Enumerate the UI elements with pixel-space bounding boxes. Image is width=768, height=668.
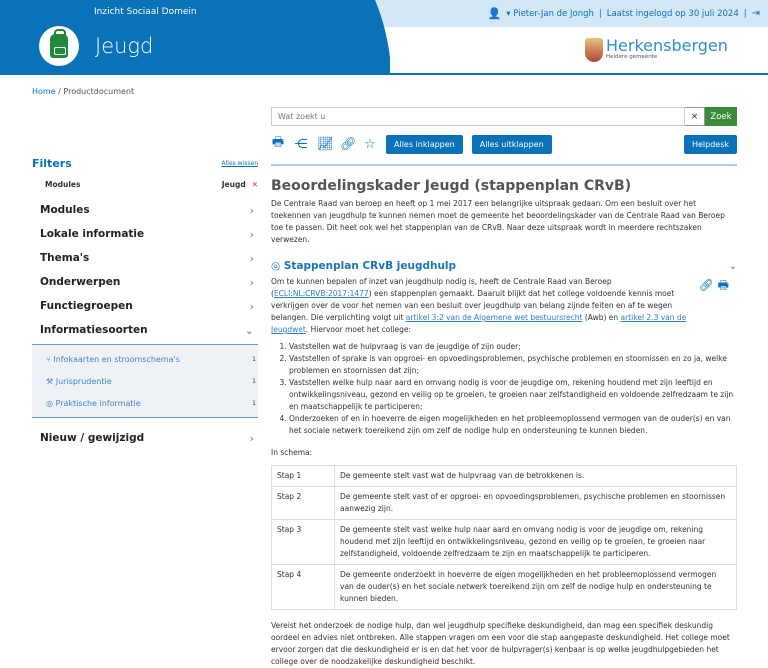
filter-category-modules[interactable] bbox=[32, 198, 258, 222]
category-label: Nieuw / gewijzigd bbox=[40, 432, 145, 444]
ecli-link[interactable]: ECLI:NL:CRVB:2017:1477 bbox=[273, 289, 369, 298]
divider bbox=[271, 164, 737, 166]
target-icon: ◎ bbox=[271, 260, 281, 272]
text: Om te kunnen bepalen of inzet van jeugdhulp nodig is, heeft de Centrale Raad van Beroep ( bbox=[271, 277, 612, 298]
expand-all-button[interactable]: Alles uitklappen bbox=[472, 135, 552, 154]
description-cell: De gemeente stelt vast wat de hulpvraag van de betrokkenen is. bbox=[335, 466, 737, 487]
user-name: Pieter-Jan de Jongh bbox=[513, 8, 594, 19]
outro-text: Vereist het onderzoek de nodige hulp, dan wel jeugdhulp specifieke deskundigheid, dan mag een specifiek deskundig oordeel en advies niet ontbreken. Alle stappen vragen om een voor die stap aangepaste deskundigheid. Het college moet ervoor zorgen dat die deskundigheid er is en dat het voor de hulpvrager(s) kenbaar is op welke jeugdhulpgebieden het college over de noodzakelijke deskundigheid beschikt. bbox=[271, 621, 730, 666]
section-actions bbox=[699, 276, 729, 297]
section-paragraph bbox=[271, 276, 737, 336]
backpack-icon bbox=[39, 26, 79, 66]
user-settings-icon[interactable]: 👤 bbox=[487, 7, 502, 20]
filter-category-nieuw-gewijzigd[interactable] bbox=[32, 426, 258, 450]
description-cell: De gemeente stelt vast welke hulp naar aard en omvang nodig is voor de jeugdige om, rekening houdend met zijn leeftijd en ontwikkelingsniveau, gezond en veilig op te groeien, te groeien naar zelfstandigheid, voldoende zelfredzaam te zijn en maatschappelijk te participeren. bbox=[335, 520, 737, 565]
star-icon[interactable]: ☆ bbox=[364, 136, 376, 152]
flowchart-icon: ⑂ bbox=[46, 354, 51, 364]
filter-sidebar bbox=[32, 157, 258, 450]
chevron-down-icon: ⌄ bbox=[244, 323, 254, 337]
category-label: Modules bbox=[40, 204, 90, 216]
filters-title: Filters bbox=[32, 157, 72, 170]
description-cell: De gemeente onderzoekt in hoeverre de eigen mogelijkheden en het probleemoplossend vermogen van de ouder(s) en het sociale netwerk toereikend zijn om zelf de nodige hulp en ondersteuning te kunnen bieden. bbox=[335, 565, 737, 610]
chart-icon[interactable]: 📈︎ bbox=[317, 136, 334, 152]
option-count: 1 bbox=[252, 355, 256, 363]
step-cell: Stap 3 bbox=[272, 520, 335, 565]
option-label: Jurisprudentie bbox=[55, 376, 112, 386]
awb-link[interactable]: artikel 3:2 van de Algemene wet bestuursrecht bbox=[405, 313, 583, 322]
table-row bbox=[272, 466, 737, 487]
search-button[interactable]: Zoek bbox=[705, 107, 737, 126]
informatiesoorten-options bbox=[32, 344, 258, 418]
chevron-down-icon[interactable]: ⌄ bbox=[728, 260, 737, 272]
active-filter bbox=[45, 180, 258, 189]
separator: | bbox=[598, 8, 602, 19]
steps-table bbox=[271, 465, 737, 610]
helpdesk-button[interactable]: Helpdesk bbox=[684, 135, 737, 154]
chevron-right-icon: › bbox=[249, 203, 254, 217]
last-login: Laatst ingelogd op 30 juli 2024 bbox=[606, 8, 739, 19]
toolbar bbox=[271, 133, 737, 155]
step-cell: Stap 1 bbox=[272, 466, 335, 487]
chevron-right-icon: › bbox=[249, 431, 254, 445]
main-content bbox=[271, 107, 737, 668]
text: ) een stappenplan gemaakt. Daaruit blijkt dat het college voldoende kennis moet verkrijgen over de voor het nemen van een besluit over jeugdhulp van belang zijnde feiten en af te wegen belangen. Die verplichting volgt uit bbox=[271, 289, 675, 322]
step-cell: Stap 2 bbox=[272, 487, 335, 520]
document-title: Beoordelingskader Jeugd (stappenplan CRvB) bbox=[271, 178, 632, 194]
separator: | bbox=[743, 8, 747, 19]
description-cell: De gemeente stelt vast of er opgroei- en opvoedingsproblemen, psychische problemen en stoornissen aanwezig zijn. bbox=[335, 487, 737, 520]
section-header[interactable] bbox=[271, 260, 737, 272]
category-label: Onderwerpen bbox=[40, 276, 121, 288]
section-body bbox=[271, 276, 737, 668]
header bbox=[0, 0, 768, 75]
list-item: 3. Vaststellen welke hulp naar aard en omvang nodig is voor de jeugdige om, rekening houdend met zijn leeftijd en ontwikkelingsniveau, gezond en veilig op te groeien, te groeien naar zelfstandigheid en voldoende zelfredzaam te zijn en maatschappelijk te participeren; bbox=[289, 377, 737, 413]
breadcrumb-home[interactable]: Home bbox=[32, 87, 56, 96]
header-divider bbox=[0, 73, 768, 75]
chevron-right-icon: › bbox=[249, 251, 254, 265]
breadcrumb: Home / Productdocument bbox=[32, 87, 135, 96]
crest-icon bbox=[585, 38, 603, 62]
municipality-logo[interactable] bbox=[585, 38, 728, 62]
option-label: Praktische informatie bbox=[55, 398, 141, 408]
filter-category-themas[interactable] bbox=[32, 246, 258, 270]
share-icon[interactable]: ⋲ bbox=[294, 136, 308, 152]
filter-option[interactable] bbox=[32, 348, 258, 370]
filter-option[interactable] bbox=[32, 392, 258, 414]
user-bar bbox=[488, 7, 760, 20]
active-filter-label: Modules bbox=[45, 180, 81, 189]
list-item: 2. Vaststellen of sprake is van opgroei- en opvoedingsproblemen, psychische problemen en stoornissen en zo ja, welke problemen en stoornissen dat zijn; bbox=[289, 353, 737, 377]
table-row bbox=[272, 520, 737, 565]
schema-label: In schema: bbox=[271, 448, 313, 457]
table-row bbox=[272, 487, 737, 520]
chevron-right-icon: › bbox=[249, 275, 254, 289]
category-label: Lokale informatie bbox=[40, 228, 145, 240]
list-item: 4. Onderzoeken of en in hoeverre de eigen mogelijkheden en het probleemoplossend vermogen van de ouder(s) en van het sociale netwerk toereikend zijn om zelf de nodige hulp en ondersteuning te kunnen bieden. bbox=[289, 413, 737, 437]
option-label: Infokaarten en stroomschema's bbox=[53, 354, 180, 364]
brand-tagline: Heldere gemeente bbox=[606, 54, 658, 60]
table-row bbox=[272, 565, 737, 610]
logout-icon[interactable]: ⇥ bbox=[751, 8, 760, 19]
jeugdwet-link[interactable]: artikel 2.3 van de Jeugdwet bbox=[271, 313, 687, 334]
print-icon[interactable]: 🖶 bbox=[271, 135, 285, 150]
clear-search-button[interactable]: × bbox=[685, 107, 705, 126]
remove-filter-icon[interactable]: ✕ bbox=[251, 180, 258, 189]
search-bar bbox=[271, 107, 737, 126]
print-icon[interactable]: 🖶 bbox=[717, 278, 729, 292]
chevron-right-icon: › bbox=[249, 227, 254, 241]
clear-all-link[interactable]: Alles wissen bbox=[221, 160, 258, 167]
filter-category-onderwerpen[interactable] bbox=[32, 270, 258, 294]
site-name: Inzicht Sociaal Domein bbox=[94, 7, 197, 17]
text: (Awb) en bbox=[582, 313, 621, 322]
module-title: Jeugd bbox=[95, 34, 154, 58]
filter-category-informatiesoorten[interactable] bbox=[32, 318, 258, 342]
breadcrumb-current: Productdocument bbox=[63, 87, 135, 96]
step-cell: Stap 4 bbox=[272, 565, 335, 610]
option-count: 1 bbox=[252, 377, 256, 385]
brand-name: Herkensbergen bbox=[606, 36, 728, 55]
steps-list bbox=[289, 341, 737, 437]
intro-text: De Centrale Raad van beroep en heeft op 1 mei 2017 een belangrijke uitspraak gedaan. Om een besluit over het toekennen van jeugdhulp te kunnen nemen moet de gemeente het beoordelingskader van de Centrale Raad van Beroep toe te passen. Dit heet ook wel het stappenplan van de CRvB. Naar deze uitspraak wordt in meerdere rechtszaken verwezen. bbox=[271, 199, 725, 244]
active-filter-value: Jeugd bbox=[221, 180, 246, 189]
filter-category-lokale-informatie[interactable] bbox=[32, 222, 258, 246]
user-menu[interactable]: ▾ Pieter-Jan de Jongh bbox=[506, 8, 594, 19]
gavel-icon: ⚒ bbox=[46, 376, 54, 386]
link-icon[interactable]: 🔗︎ bbox=[698, 278, 714, 292]
collapse-all-button[interactable]: Alles inklappen bbox=[386, 135, 463, 154]
link-icon[interactable]: 🔗︎ bbox=[340, 136, 357, 152]
target-icon: ◎ bbox=[46, 398, 53, 408]
search-input[interactable] bbox=[271, 107, 685, 126]
filter-option[interactable] bbox=[32, 370, 258, 392]
option-count: 1 bbox=[252, 399, 256, 407]
category-label: Thema's bbox=[40, 252, 90, 264]
text: . Hiervoor moet het college: bbox=[305, 325, 411, 334]
filter-category-functiegroepen[interactable] bbox=[32, 294, 258, 318]
section-title: Stappenplan CRvB jeugdhulp bbox=[283, 260, 457, 272]
list-item: 1. Vaststellen wat de hulpvraag is van de jeugdige of zijn ouder; bbox=[289, 341, 737, 353]
category-label: Informatiesoorten bbox=[40, 324, 148, 336]
chevron-right-icon: › bbox=[249, 299, 254, 313]
category-label: Functiegroepen bbox=[40, 300, 133, 312]
